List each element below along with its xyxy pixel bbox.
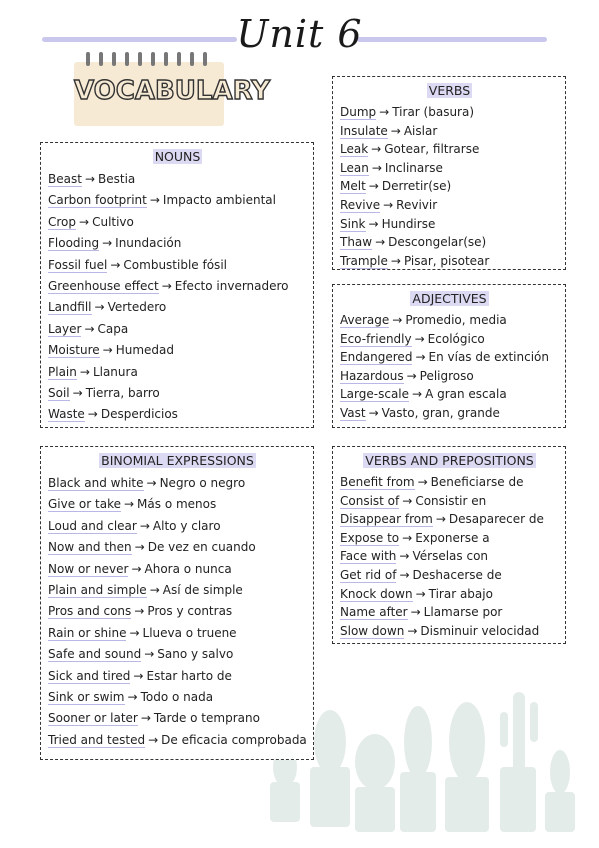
vocab-term: Name after [340,605,408,620]
vocab-translation: Descongelar(se) [388,235,487,250]
vocab-term: Flooding [48,236,100,251]
nouns-list [48,169,307,426]
vocab-entry [340,492,559,511]
vocab-entry [340,510,559,529]
adjectives-title: ADJECTIVES [412,291,487,306]
vocab-entry [340,585,559,604]
vocab-translation: Humedad [115,343,175,358]
vocab-term: Loud and clear [48,518,137,533]
arrow-right-icon: → [148,732,159,747]
vocab-term: Layer [48,321,82,336]
vocab-entry [48,255,307,276]
arrow-right-icon: → [133,668,144,683]
vocab-entry [48,708,307,729]
vocab-entry [340,566,559,585]
arrow-right-icon: → [131,561,142,576]
vocab-term: Give or take [48,497,121,512]
vocab-term: Large-scale [340,387,410,402]
arrow-right-icon: → [144,647,155,662]
vocab-term: Vast [340,405,366,420]
vocab-entry [340,385,559,404]
vocab-translation: Vertedero [107,300,167,315]
vocab-term: Rain or shine [48,625,127,640]
arrow-right-icon: → [72,386,83,401]
arrow-right-icon: → [417,475,428,489]
vocab-entry [340,215,559,234]
arrow-right-icon: → [368,405,379,420]
vocab-term: Revive [340,197,381,212]
vocab-entry [48,644,307,665]
vocab-entry [340,196,559,215]
vocab-translation: Hundirse [381,216,436,231]
arrow-right-icon: → [129,625,140,640]
vocab-translation: Vérselas con [412,549,489,564]
vocab-term: Beast [48,172,82,186]
vocab-entry [48,212,307,233]
vocab-translation: Pros y contras [147,604,233,619]
arrow-right-icon: → [149,193,160,208]
vocab-translation: Desperdicios [100,407,178,422]
vocab-term: Landfill [48,300,92,315]
vocab-entry [340,159,559,178]
vocab-translation: Disminuir velocidad [420,623,540,638]
arrow-right-icon: → [390,253,401,268]
vocab-term: Endangered [340,350,413,365]
vocab-translation: Así de simple [162,583,243,598]
nouns-box [40,142,314,428]
vocab-term: Fossil fuel [48,257,108,272]
adjectives-box [332,284,566,428]
vocab-entry [48,473,307,494]
vocab-translation: Negro o negro [159,476,246,490]
vocab-term: Safe and sound [48,647,142,662]
vocab-term: Plain [48,364,77,379]
vocab-term: Disappear from [340,512,433,527]
binomial-expressions-box [40,446,314,760]
vocab-term: Trample [340,253,388,268]
vocab-term: Now or never [48,561,129,576]
arrow-right-icon: → [399,549,410,564]
vocab-translation: De vez en cuando [147,540,256,555]
arrow-right-icon: → [402,530,413,545]
vocab-translation: Tierra, barro [85,386,160,401]
verbs-prepositions-title: VERBS AND PREPOSITIONS [365,453,534,468]
vocab-entry [340,140,559,159]
arrow-right-icon: → [402,493,413,508]
vocab-term: Now and then [48,540,132,555]
vocab-translation: Llueva o truene [142,625,237,640]
vocab-translation: Peligroso [419,368,474,383]
vocab-term: Hazardous [340,368,404,383]
vocab-term: Black and white [48,476,144,490]
verbs-box [332,76,566,270]
vocab-entry [48,340,307,361]
vocab-entry [48,297,307,318]
arrow-right-icon: → [102,236,113,251]
arrow-right-icon: → [161,279,172,294]
vocab-translation: Vasto, gran, grande [381,405,500,420]
arrow-right-icon: → [94,300,105,315]
verbs-prepositions-list [340,473,559,640]
vocab-term: Insulate [340,123,388,138]
vocab-term: Lean [340,160,369,175]
vocab-term: Tried and tested [48,732,146,747]
vocab-translation: Exponerse a [415,530,490,545]
arrow-right-icon: → [414,331,425,346]
vocab-entry [48,276,307,297]
vocab-entry [48,516,307,537]
vocab-translation: Revivir [396,197,438,212]
vocab-term: Face with [340,549,397,564]
arrow-right-icon: → [412,387,423,402]
vocab-translation: De eficacia comprobada [161,732,307,747]
vocab-translation: Ecológico [427,331,485,346]
vocab-entry [340,473,559,492]
arrow-right-icon: → [379,105,390,119]
vocab-term: Crop [48,214,77,229]
verbs-list [340,103,559,270]
vocab-term: Melt [340,179,366,194]
arrow-right-icon: → [84,172,95,186]
vocab-term: Eco-friendly [340,331,412,346]
vocab-translation: Llamarse por [423,605,503,620]
vocab-entry [340,547,559,566]
vocab-entry [48,319,307,340]
vocab-entry [48,190,307,211]
arrow-right-icon: → [399,567,410,582]
vocab-translation: Aislar [403,123,438,138]
arrow-right-icon: → [139,518,150,533]
vocab-translation: Impacto ambiental [162,193,276,208]
vocab-term: Greenhouse effect [48,279,159,294]
arrow-right-icon: → [127,690,138,705]
vocab-entry [340,252,559,271]
vocab-translation: Alto y claro [152,518,221,533]
vocab-entry [48,537,307,558]
vocab-translation: Promedio, media [405,313,507,327]
vocab-translation: Tarde o temprano [153,711,260,726]
arrow-right-icon: → [84,321,95,336]
vocab-term: Sooner or later [48,711,138,726]
vocab-term: Get rid of [340,567,397,582]
vocab-term: Expose to [340,530,400,545]
vocab-term: Leak [340,142,369,157]
vocab-entry [48,233,307,254]
vocab-entry [340,177,559,196]
arrow-right-icon: → [140,711,151,726]
vocab-entry [48,404,307,425]
arrow-right-icon: → [79,364,90,379]
vocab-translation: Llanura [92,364,138,379]
arrow-right-icon: → [149,583,160,598]
arrow-right-icon: → [368,216,379,231]
arrow-right-icon: → [79,214,90,229]
arrow-right-icon: → [375,235,386,250]
vocab-translation: Beneficiarse de [430,475,524,489]
vocab-entry [48,687,307,708]
arrow-right-icon: → [134,540,145,555]
vocab-translation: Bestia [98,172,136,186]
vocab-entry [48,623,307,644]
vocab-translation: Tirar abajo [428,586,493,601]
verbs-title: VERBS [428,83,471,98]
vocab-term: Soil [48,386,70,401]
vocab-term: Sick and tired [48,668,131,683]
arrow-right-icon: → [102,343,113,358]
arrow-right-icon: → [110,257,121,272]
vocab-entry [340,529,559,548]
vocab-translation: Estar harto de [146,668,232,683]
arrow-right-icon: → [371,160,382,175]
nouns-title: NOUNS [154,149,201,164]
vocab-translation: Cultivo [92,214,134,229]
arrow-right-icon: → [406,368,417,383]
arrow-right-icon: → [392,313,403,327]
arrow-right-icon: → [371,142,382,157]
vocab-entry [48,169,307,190]
vocab-entry [48,730,307,751]
vocab-term: Thaw [340,235,373,250]
vocab-translation: Desaparecer de [448,512,544,527]
vocab-translation: Ahora o nunca [144,561,232,576]
vocab-translation: Derretir(se) [381,179,452,194]
vocab-entry [340,404,559,423]
vocab-entry [340,103,559,122]
vocab-entry [48,494,307,515]
vocab-term: Slow down [340,623,405,638]
vocab-translation: Combustible fósil [123,257,227,272]
vocab-entry [48,383,307,404]
vocab-term: Plain and simple [48,583,147,598]
vocab-translation: Inundación [115,236,182,251]
vocab-translation: Sano y salvo [157,647,234,662]
vocab-entry [340,330,559,349]
arrow-right-icon: → [383,197,394,212]
arrow-right-icon: → [123,497,135,512]
vocab-translation: Efecto invernadero [174,279,289,294]
arrow-right-icon: → [390,123,401,138]
vocab-entry [48,601,307,622]
adjectives-list [340,311,559,423]
arrow-right-icon: → [415,586,426,601]
vocab-entry [340,233,559,252]
vocab-term: Waste [48,407,85,422]
arrow-right-icon: → [368,179,379,194]
vocab-translation: Capa [97,321,129,336]
vocab-entry [340,603,559,622]
vocab-entry [340,622,559,641]
vocab-term: Average [340,313,390,327]
page-title: Unit 6 [236,12,363,56]
arrow-right-icon: → [146,476,157,490]
binomial-expressions-title: BINOMIAL EXPRESSIONS [101,453,254,468]
vocab-entry [340,348,559,367]
vocab-translation: Tirar (basura) [392,105,475,119]
vocab-translation: Deshacerse de [412,567,502,582]
vocab-translation: Más o menos [137,497,217,512]
vocab-term: Pros and cons [48,604,132,619]
arrow-right-icon: → [87,407,98,422]
verbs-prepositions-box [332,446,566,644]
vocab-translation: Gotear, filtrarse [384,142,480,157]
binomial-expressions-list [48,473,307,751]
vocab-translation: A gran escala [425,387,507,402]
vocab-term: Dump [340,105,377,119]
vocab-term: Knock down [340,586,413,601]
vocab-term: Moisture [48,343,100,358]
arrow-right-icon: → [410,605,421,620]
arrow-right-icon: → [407,623,418,638]
vocab-translation: Todo o nada [140,690,214,705]
vocabulary-badge-label: VOCABULARY [74,76,271,106]
vocab-entry [340,311,559,330]
vocab-term: Sink or swim [48,690,125,705]
vocab-term: Consist of [340,493,400,508]
vocab-translation: Consistir en [415,493,487,508]
vocab-entry [48,559,307,580]
vocab-entry [340,122,559,141]
vocab-entry [48,666,307,687]
vocab-term: Benefit from [340,475,415,489]
vocab-entry [48,362,307,383]
arrow-right-icon: → [415,350,426,365]
vocab-term: Sink [340,216,366,231]
vocab-translation: Pisar, pisotear [403,253,490,268]
vocab-term: Carbon footprint [48,193,147,208]
vocab-translation: Inclinarse [384,160,443,175]
vocab-entry [340,367,559,386]
vocab-translation: En vías de extinción [428,350,549,365]
vocab-entry [48,580,307,601]
arrow-right-icon: → [134,604,145,619]
arrow-right-icon: → [435,512,446,527]
notepad-rings [86,52,214,66]
